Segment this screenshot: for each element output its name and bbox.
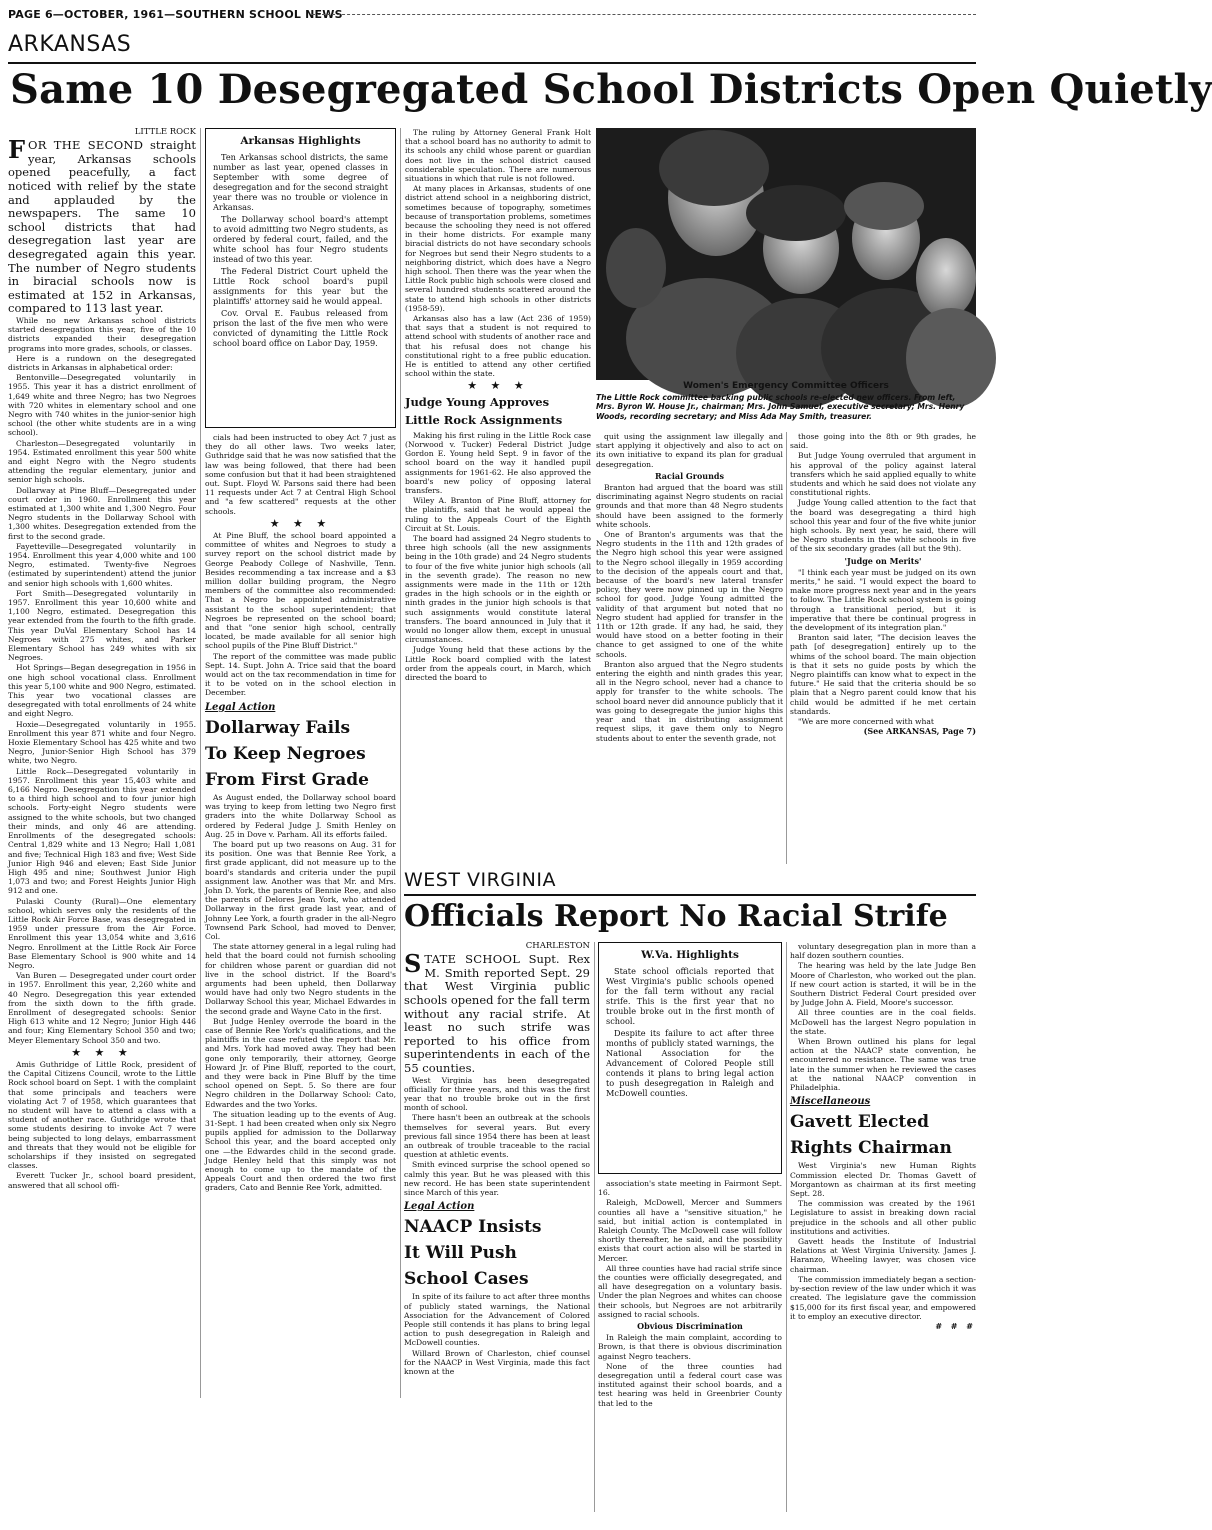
paragraph: The situation leading up to the events of Aug. 31-Sept. 1 had been created when only six Negro pupils applied for admission to the Dollarway School this year, and the board accepted only one —the Edwardes child in the second grade. Judge Henley held that this simply was not enough to come up to the mandate of the Appeals Court and then ordered the two first graders, Cato and Bennie Ree York, admitted. — [205, 1109, 396, 1193]
paragraph: Smith evinced surprise the school opened so calmly this year. But he was pleased with this new record. He has been state superintendent since March of this year. — [404, 1160, 590, 1197]
subhead-line: Judge Young Approves — [405, 394, 550, 409]
committee-photo — [596, 128, 976, 380]
paragraph: None of the three counties had desegregation until a federal court case was instituted against their school boards, and a test hearing was held in Greenbrier County that led to the — [598, 1361, 782, 1408]
column-rule — [200, 128, 201, 1398]
section-stars: ★ ★ ★ — [467, 379, 529, 393]
paragraph: quit using the assignment law illegally and start applying it objectively and also to act on its own initiative to expand its plan for gradual desegregation. — [596, 432, 783, 469]
mini-head: 'Judge on Merits' — [844, 555, 922, 566]
folio-rule — [312, 14, 976, 15]
paragraph: At many places in Arkansas, students of one district attend school in a neighboring district, sometimes because of topography, sometimes because of transportation problems, sometimes because the schooling they need is not offered in their home districts. For example many biracial districts do not have secondary schools for Negroes but send their Negro students to a neighboring district, which does have a Negro high school. Then there was the year when the Little Rock public high schools were closed and several hundred students scattered around the state to attend high schools in other districts (1958-59). — [405, 184, 591, 313]
paragraph: Everett Tucker Jr., school board president, answered that all school offi- — [8, 1171, 196, 1190]
paragraph: Hot Springs—Began desegregation in 1956 in one high school vocational class. Enrollment this year 5,100 white and 900 Negro, estimated. This year two vocational classes are desegregated with total enrollments of 24 white and eight Negro. — [8, 663, 196, 719]
paragraph: Judge Young called attention to the fact that the board was desegregating a third high school this year and four of the five white junior high schools. By next year, he said, there will be Negro students in the white schools in five of the six secondary grades (all but the 9th). — [790, 498, 976, 554]
legal-action-label: Legal Action — [404, 1201, 475, 1213]
paragraph: The hearing was held by the late Judge Ben Moore of Charleston, who worked out the plan. If new court action is started, it will be in the Southern District Federal Court presided over by Judge John A. Field, Moore's successor. — [790, 961, 976, 1008]
paragraph: Fayetteville—Desegregated voluntarily in 1954. Enrollment this year 4,000 white and 100 Negro, estimated. Twenty-five Negroes (estimated by superintendent) attend the junior and senior high schools with 1,600 whites. — [8, 541, 196, 588]
paragraph: Arkansas also has a law (Act 236 of 1959) that says that a student is not required to attend school with students of another race and that his refusal does not change his constitutional right to a free public education. He is entitled to attend any other certified school within the state. — [405, 314, 591, 379]
column-5-text — [790, 432, 976, 554]
subhead-line: To Keep Negroes — [205, 743, 366, 764]
article-body — [8, 316, 196, 1045]
paragraph: West Virginia has been desegregated officially for three years, and this was the first year that no trouble broke out in the first month of school. — [404, 1075, 590, 1113]
lede-paragraph — [8, 135, 196, 316]
paragraph: As August ended, the Dollarway school board was trying to keep from letting two Negro first graders into the white Dollarway School as ordered by Federal Judge J. Smith Henley on Aug. 25 in Dove v. Parham. All its efforts failed. — [205, 792, 396, 839]
paragraph: Gavett heads the Institute of Industrial Relations at West Virginia University. James J. Haranzo, Wheeling lawyer, was chosen vice chairman. — [790, 1237, 976, 1274]
paragraph: West Virginia's new Human Rights Commission elected Dr. Thomas Gavett of Morgantown as chairman at its first meeting Sept. 28. — [790, 1161, 976, 1199]
lede-paragraph — [404, 949, 590, 1075]
wv-column-3-text — [790, 942, 976, 1092]
paragraph: Raleigh, McDowell, Mercer and Summers counties all have a "sensitive situation," he said, but initial action is contemplated in Raleigh County. The McDowell case will follow shortly thereafter, he said, and the possibility exists that court action also will be started in Mercer. — [598, 1198, 782, 1263]
paragraph: The board had assigned 24 Negro students to three high schools (all the new assignments being in the 10th grade) and 24 Negro students to four of the five white junior high schools (all in the seventh grade). The reason no new assignments were made in the 11th or 12th grades in the high schools or in the eighth or ninth grades in the junior high schools is that such assignments would constitute lateral transfers. The board announced in July that it would no longer allow them, except in unusual circumstances. — [405, 533, 591, 645]
highlights-title: Arkansas Highlights — [240, 135, 361, 147]
wv-body — [404, 1076, 590, 1198]
paragraph: Pulaski County (Rural)—One elementary school, which serves only the residents of the Little Rock Air Force Base, was desegregated in 1959 under pressure from the Air Force. Enrollment this year 13,054 white and 3,616 Negro. Enrollment at the Little Rock Air Force Base Elementary School is 900 white and 14 Negro. — [8, 896, 196, 970]
mini-head: Racial Grounds — [654, 470, 725, 481]
wv-highlights-body — [606, 966, 774, 1098]
dateline: LITTLE ROCK — [134, 127, 196, 137]
paragraph: Charleston—Desegregated voluntarily in 1954. Estimated enrollment this year 500 white and eight Negro with the Negro students attending the regular elementary, junior and senior high schools. — [8, 438, 196, 485]
judge-young-text — [405, 431, 591, 682]
section-rule — [404, 894, 976, 896]
wv-column-2-text — [598, 1179, 782, 1319]
paragraph: Bentonville—Desegregated voluntarily in 1955. This year it has a district enrollment of 1,649 white and three Negro; has two Negroes with 720 whites in elementary school and one Negro with 740 whites in the junior-senior high school (the other white students are in a wing school). — [8, 373, 196, 438]
paragraph: "I think each year must be judged on its own merits," he said. "I would expect the board to make more progress next year and in the years to follow. The Little Rock school system is going through a transitional period, but it is imperative that there be continual progress in the development of its integration plan." — [790, 567, 976, 633]
paragraph: Willard Brown of Charleston, chief counsel for the NAACP in West Virginia, made this fact known at the — [404, 1348, 590, 1377]
paragraph: Branton had argued that the board was still discriminating against Negro students on racial grounds and that more than 48 Negro students should have been assigned to the formerly white schools. — [596, 483, 783, 529]
wv-column-3 — [790, 942, 976, 1512]
paragraph: those going into the 8th or 9th grades, he said. — [790, 432, 976, 451]
paragraph: The ruling by Attorney General Frank Holt that a school board has no authority to admit to its schools any child whose parent or guardian does not live in the school district caused considerable speculation. There are numerous situations in which that rule is not followed. — [405, 128, 591, 184]
wv-column-2-body — [598, 1179, 782, 1513]
page-folio: PAGE 6—OCTOBER, 1961—SOUTHERN SCHOOL NEWS — [8, 8, 343, 21]
paragraph: One of Branton's arguments was that the Negro students in the 11th and 12th grades of the Negro high school this year were assigned to the Negro school illegally in 1959 according to the decision of the appeals court and that, because of the board's new lateral transfer policy, they were now pinned up in the Negro school for good. Judge Young admitted the validity of that argument but noted that no Negro student had applied for transfer in the 11th or 12th grade. If any had, he said, they would have stood on a better footing in their chance to get assigned to one of the white schools. — [596, 530, 783, 659]
wv-headline: Officials Report No Racial Strife — [404, 899, 948, 934]
column-rule — [786, 942, 787, 1512]
paragraph: Branton also argued that the Negro students entering the eighth and ninth grades this year, all in the Negro school, never had a chance to apply for transfer to the white schools. The school board never did announce publicly that it was going to desegregate the junior highs this year and that in distributing assignment request slips, it gave them only to Negro students about to enter the seventh grade, not — [596, 659, 783, 743]
paragraph: Fort Smith—Desegregated voluntarily in 1957. Enrollment this year 10,600 white and 1,100 Negro, estimated. Desegregation this year extended from the fourth to the fifth grade. This year DuVal Elementary School has 14 Negroes with 275 whites, and Parker Elementary School has 249 whites with six Negroes. — [8, 588, 196, 663]
subhead-line: It Will Push — [404, 1243, 517, 1264]
paragraph: cials had been instructed to obey Act 7 just as they do all other laws. Two weeks later, Guthridge said that he was now satisfied that the law was being followed, that there had been some confusion but that it had been straightened out. Supt. Floyd W. Parsons said there had been 11 requests under Act 7 at Central High School and "a few scattered" requests at the other schools. — [205, 433, 396, 516]
column-rule — [786, 432, 787, 864]
paragraph: The state attorney general in a legal ruling had held that the board could not furnish schooling for children whose parent or guardian did not live in the school district. If the Board's arguments had been upheld, then Dollarway would have had only two Negro students in the Dollarway School this year, Michael Edwardes in the second grade and Wayne Cato in the first. — [205, 942, 396, 1016]
paragraph: Cov. Orval E. Faubus released from prison the last of the five men who were convicted of dynamiting the Little Rock school board office on Labor Day, 1959. — [213, 308, 388, 348]
paragraph: Ten Arkansas school districts, the same number as last year, opened classes in September with some degree of desegregation and for the second straight year there was no trouble or violence in Arkansas. — [213, 152, 388, 212]
paragraph: Little Rock—Desegregated voluntarily in 1957. Enrollment this year 15,403 white and 6,166 Negro. Desegregation this year extended to a third high school and to four junior high schools. Forty-eight Negro students were assigned to the white schools, but two changed their minds, and only 46 are attending. Enrollments of the desegregated schools: Central 1,829 white and 13 Negro; Hall 1,081 and five; Technical High 183 and five; West Side Junior High 946 and eleven; East Side Junior High 495 and nine; Southwest Junior High 1,073 and two; and Forest Heights Junior High 912 and one. — [8, 766, 196, 896]
section-rule — [8, 62, 976, 64]
lede-smallcaps: TATE SCHOOL — [424, 952, 521, 967]
column-2-text — [205, 433, 396, 516]
paragraph: Dollarway at Pine Bluff—Desegregated under court order in 1960. Enrollment this year estimated at 1,300 white and 1,300 Negro. Four Negro students in the Dollarway School with 1,300 whites. Desegregation extended from the first to the second grade. — [8, 485, 196, 541]
column-rule — [594, 942, 595, 1512]
highlights-box — [205, 128, 396, 428]
wv-column-1 — [404, 942, 590, 1512]
wv-column-2 — [598, 942, 782, 1513]
column-2-body — [205, 433, 396, 1493]
column-4-text — [596, 432, 783, 469]
caption-title: Women's Emergency Committee Officers — [683, 381, 889, 391]
arkansas-column-1 — [8, 128, 196, 1398]
paragraph: Branton said later, "The decision leaves the path [of desegregation] entirely up to the whims of the school board. The main objection is that it sets no guide posts by which the Negro plaintiffs can know what to expect in the future." He said that the criteria should be so plain that a Negro parent could know that his child would be admitted if he met certain standards. — [790, 633, 976, 716]
subhead-line: Rights Chairman — [790, 1138, 952, 1159]
paragraph: The board put up two reasons on Aug. 31 for its position. One was that Bennie Ree York, a first grade applicant, did not measure up to the board's standards and criteria under the pupil assignment law. Another was that Mr. and Mrs. John D. York, the parents of Bennie Ree, and also the parents of Delores Jean York, who attended Dollarway in the first grade last year, and of Johnny Lee York, a fourth grader in the all-Negro Townsend Park School, had moved to Denver, Col. — [205, 839, 396, 941]
drop-cap: S — [404, 949, 422, 979]
paragraph: There hasn't been an outbreak at the schools themselves for several years. But every previous fall since 1954 there has been at least an outbreak of trouble traceable to the racial question at athletic events. — [404, 1113, 590, 1160]
paragraph: But Judge Young overruled that argument in his approval of the policy against lateral transfers which he said applied equally to white students and which he said does not violate any constitutional rights. — [790, 451, 976, 498]
gavett-text — [790, 1161, 976, 1320]
paragraph: The commission immediately began a section-by-section review of the law under which it was created. The legislature gave the commission $15,000 for its first fiscal year, and empowered it to employ an executive director. — [790, 1274, 976, 1321]
paragraph: In spite of its failure to act after three months of publicly stated warnings, the National Association for the Advancement of Colored People still contends it has plans to bring legal action to push desegregation in Raleigh and McDowell counties. — [404, 1292, 590, 1348]
discrimination-text — [598, 1333, 782, 1408]
subhead-line: Dollarway Fails — [205, 717, 351, 738]
paragraph: association's state meeting in Fairmont Sept. 16. — [598, 1179, 782, 1198]
subhead-line: NAACP Insists — [404, 1217, 542, 1238]
legal-action-label: Legal Action — [205, 701, 276, 713]
section-label-arkansas: ARKANSAS — [8, 32, 132, 57]
paragraph: All three counties have had racial strife since the counties were officially desegregated, and all have desegregation on a voluntary basis. Under the plan Negroes and whites can choose their schools, but Negroes are not arbitrarily assigned to racial schools. — [598, 1263, 782, 1319]
column-3-text — [405, 128, 591, 378]
paragraph: When Brown outlined his plans for legal action at the NAACP state convention, he encountered no resistance. The same was true late in the summer when he reviewed the cases at the national NAACP convention in Philadelphia. — [790, 1037, 976, 1093]
paragraph: voluntary desegregation plan in more than a half dozen southern counties. — [790, 942, 976, 961]
article-body-continued — [8, 1060, 196, 1190]
end-mark: # # # — [935, 1320, 976, 1331]
paragraph: The commission was created by the 1961 Legislature to assist in breaking down racial prejudice in the schools and all other public institutions and activities. — [790, 1199, 976, 1236]
section-stars: ★ ★ ★ — [71, 1045, 133, 1059]
dateline: CHARLESTON — [525, 941, 590, 951]
arkansas-column-4 — [596, 432, 783, 864]
naacp-text — [404, 1292, 590, 1376]
paragraph: Van Buren — Desegregated under court order in 1957. Enrollment this year, 2,260 white and 40 Negro. Desegregation this year extended from the sixth down to the fifth grade. Enrollment of desegregated schools: Senior High 613 white and 12 Negro; Junior High 446 and four; King Elementary School 350 and two; Meyer Elementary School 350 and two. — [8, 971, 196, 1045]
photo-caption — [596, 382, 976, 422]
column-rule — [400, 128, 401, 1398]
paragraph: Despite its failure to act after three months of publicly stated warnings, the National Association for the Advancement of Colored People still contends it plans to bring legal action to push desegregation in Raleigh and McDowell counties. — [606, 1028, 774, 1098]
subhead-line: Little Rock Assignments — [405, 412, 563, 427]
pine-bluff-text — [205, 531, 396, 698]
lede-smallcaps: OR THE SECOND — [28, 138, 144, 153]
paragraph: Judge Young held that these actions by the Little Rock board complied with the latest order from the appeals court, in March, which directed the board to — [405, 645, 591, 682]
subhead-line: From First Grade — [205, 769, 369, 790]
photo-image-icon — [596, 128, 976, 380]
caption-text: The Little Rock committee backing public schools re-elected new officers. From left, Mrs. Byron W. House Jr., chairman; Mrs. John Samuel, executive secretary; Mrs. Henry Woods, recording secretary; and Miss Ada May Smith, treasurer. — [596, 392, 965, 422]
paragraph: State school officials reported that West Virginia's public schools opened for the fall term without any racial strife. This is the first year that no trouble broke out in the first month of school. — [606, 966, 774, 1026]
paragraph: At Pine Bluff, the school board appointed a committee of whites and Negroes to study a survey report on the school district made by George Peabody College of Nashville, Tenn. Besides recommending a tax increase and a $3 million dollar building program, the Negro members of the committee also recommended: That a Negro be appointed administrative assistant to the school superintendent; that Negroes be represented on the school board; and that "one senior high school, centrally located, be made available for all senior high school pupils of the Pine Bluff District." — [205, 531, 396, 651]
section-label-west-virginia: WEST VIRGINIA — [404, 869, 556, 891]
subhead-line: School Cases — [404, 1269, 529, 1290]
mini-head: Obvious Discrimination — [637, 1321, 743, 1332]
lede-text: straight year, Arkansas schools opened peacefully, a fact noticed with relief by the state and applauded by the newspapers. The same 10 school districts that had desegregation last year are desegregated again this year. The number of Negro students in biracial schools now is estimated at 152 in Arkansas, compared to 113 last year. — [8, 138, 196, 316]
dollarway-text — [205, 793, 396, 1193]
paragraph: While no new Arkansas school districts started desegregation this year, five of the 10 districts expanded their desegregation programs into more grades, schools, or classes. — [8, 315, 196, 353]
subhead-line: Gavett Elected — [790, 1112, 929, 1133]
paragraph: "We are more concerned with what — [798, 717, 934, 727]
paragraph: Wiley A. Branton of Pine Bluff, attorney for the plaintiffs, said that he would appeal the ruling to the Appeals Court of the Eighth Circuit at St. Louis. — [405, 496, 591, 533]
paragraph: Making his first ruling in the Little Rock case (Norwood v. Tucker) Federal District Judge Gordon E. Young held Sept. 9 in favor of the school board on the way it handled pupil assignments for 1961-62. He also approved the board's new policy of opposing lateral transfers. — [405, 430, 591, 495]
paragraph: But Judge Henley overrode the board in the case of Bennie Ree York's qualifications, and the plaintiffs in the case refuted the report that Mr. and Mrs. York had moved away. They had been gone only temporarily, their attorney, George Howard Jr. of Pine Bluff, reported to the court, and they were back in Pine Bluff by the time school opened on Sept. 5. So there are four Negro children in the Dollarway School: Cato, Edwardes and the two Yorks. — [205, 1016, 396, 1109]
continued-reference: (See ARKANSAS, Page 7) — [863, 726, 976, 737]
miscellaneous-label: Miscellaneous — [790, 1096, 871, 1108]
paragraph: Amis Guthridge of Little Rock, president of the Capital Citizens Council, wrote to the Little Rock school board on Sept. 1 with the complaint that some principals and teachers were violating Act 7 of 1958, which guarantees that no student will have to attend a class with a student of another race. Guthridge wrote that some students desiring to invoke Act 7 were being subjected to long delays, embarrassment and threats that they would not be eligible for scholarships if they insisted on segregated classes. — [8, 1059, 196, 1171]
arkansas-column-2 — [205, 128, 396, 1493]
lede-text: Supt. Rex M. Smith reported Sept. 29 that West Virginia public schools opened for the fall term without any racial strife. At least no such strife was reported to his office from superintendents in each of the 55 counties. — [404, 952, 590, 1075]
judge-merits-text — [790, 568, 976, 726]
paragraph: In Raleigh the main complaint, according to Brown, is that there is obvious discrimination against Negro teachers. — [598, 1333, 782, 1361]
wv-highlights-title: W.Va. Highlights — [641, 949, 739, 961]
wv-highlights-box — [598, 942, 782, 1174]
section-stars: ★ ★ ★ — [269, 516, 332, 530]
paragraph: The Dollarway school board's attempt to avoid admitting two Negro students, as ordered by federal court, failed, and the white school has four Negro students instead of two this year. — [213, 214, 388, 264]
paragraph: The report of the committee was made public Sept. 14. Supt. John A. Trice said that the board would act on the tax recommendation in time for it to be voted on in the school election in December. — [205, 651, 396, 698]
paragraph: Hoxie—Desegregated voluntarily in 1955. Enrollment this year 871 white and four Negro. Hoxie Elementary School has 425 white and two Negro, Junior-Senior High School has 379 white, two Negro. — [8, 719, 196, 766]
arkansas-column-3 — [405, 128, 591, 868]
paragraph: Here is a rundown on the desegregated districts in Arkansas in alphabetical order: — [8, 353, 196, 372]
drop-cap: F — [8, 135, 26, 165]
main-headline: Same 10 Desegregated School Districts Open Quietly — [10, 66, 1212, 113]
paragraph: The Federal District Court upheld the Little Rock school board's pupil assignments for this year but the plaintiffs' attorney said he would appeal. — [213, 266, 388, 306]
racial-grounds-text — [596, 483, 783, 743]
paragraph: All three counties are in the coal fields. McDowell has the largest Negro population in the state. — [790, 1008, 976, 1036]
arkansas-column-5 — [790, 432, 976, 864]
highlights-body — [213, 152, 388, 348]
